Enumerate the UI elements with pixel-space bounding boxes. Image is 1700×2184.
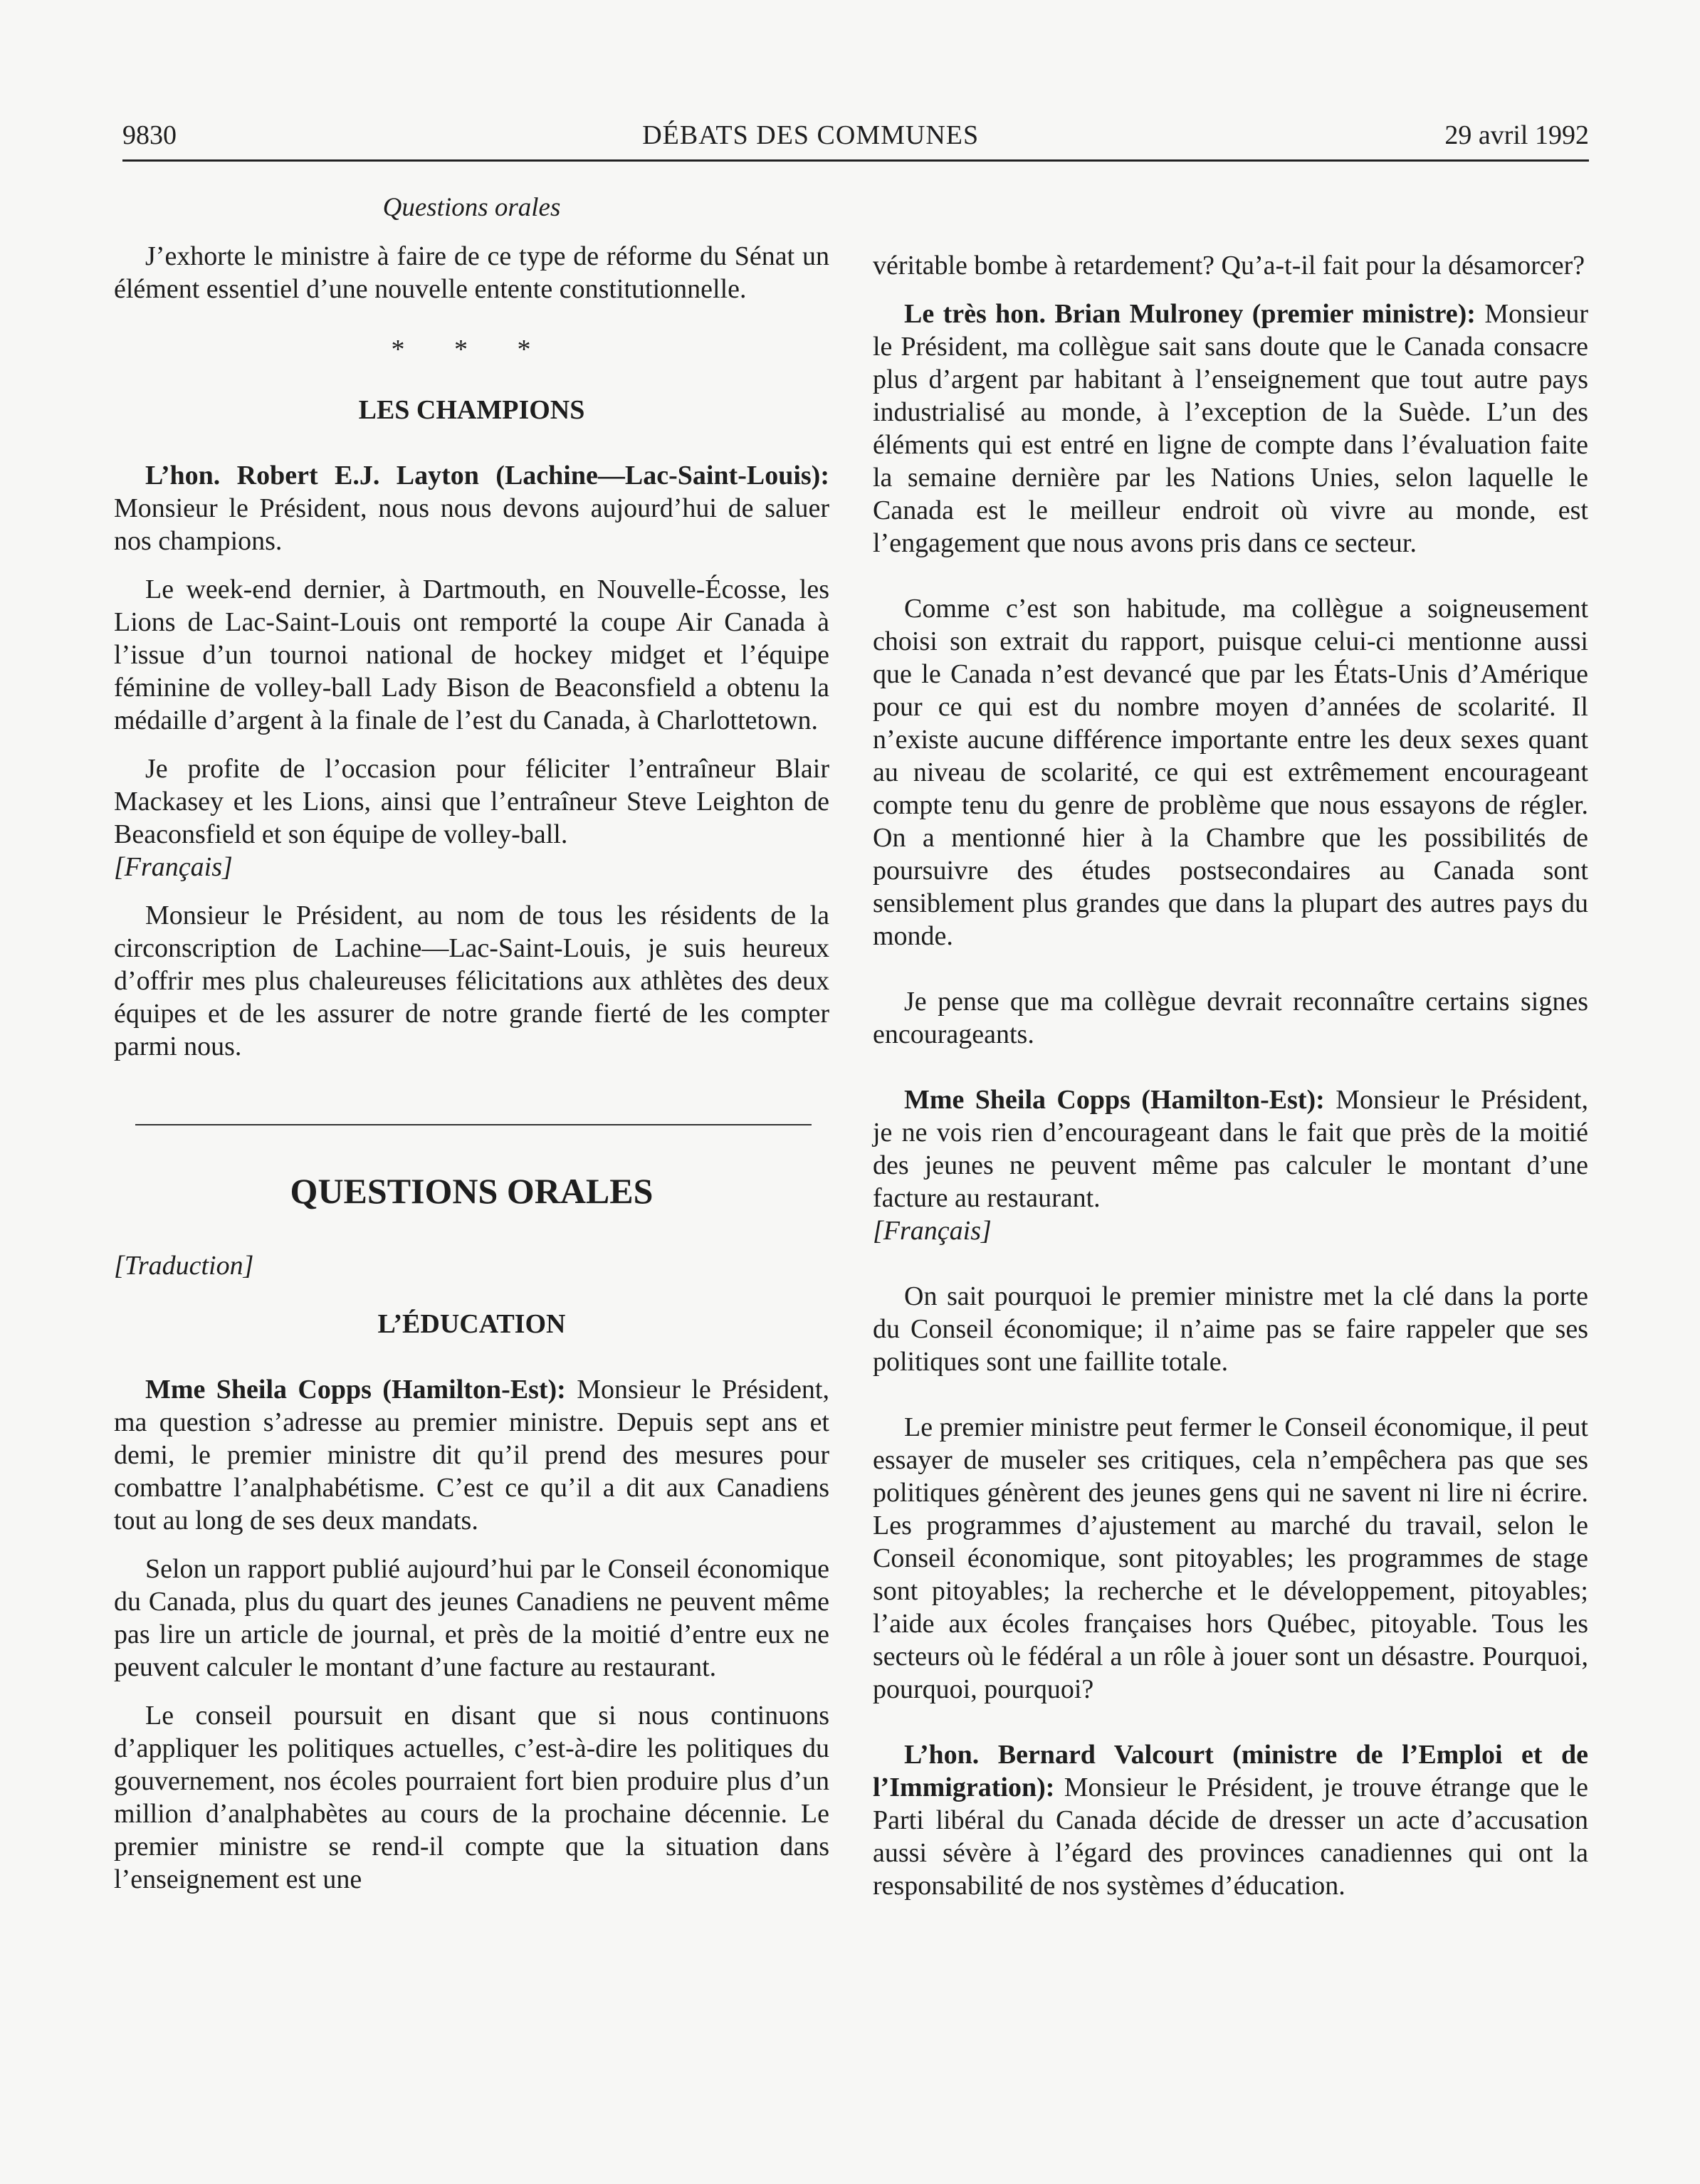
speech-paragraph xyxy=(114,1373,829,1537)
paragraph: véritable bombe à retardement? Qu’a-t-il fait pour la désamorcer? xyxy=(873,251,1585,280)
running-header xyxy=(122,120,1589,151)
section-rule xyxy=(135,1124,812,1125)
speaker-name: Mme Sheila Copps (Hamilton-Est): xyxy=(904,1085,1325,1115)
language-marker: [Français] xyxy=(114,852,233,882)
left-column xyxy=(114,192,829,1896)
speaker-name: Mme Sheila Copps (Hamilton-Est): xyxy=(145,1375,566,1405)
paragraph: J’exhorte le ministre à faire de ce type de réforme du Sénat un élément essentiel d’une nouvelle entente constitutionnelle. xyxy=(114,241,829,304)
speech-text: Monsieur le Président, je trouve étrange que le Parti libéral du Canada décide de dresser un acte d’accusation aussi sévère à l’égard des provinces canadiennes qui ont la responsabilité de nos systèmes d’éducation. xyxy=(873,1773,1588,1901)
right-column xyxy=(873,249,1588,1902)
section-separator: * * * xyxy=(391,335,552,364)
paragraph: On sait pourquoi le premier ministre met la clé dans la porte du Conseil économique; il n’aime pas se faire rappeler que ses politiques sont une faillite totale. xyxy=(873,1281,1588,1377)
speech-text: Monsieur le Président, ma collègue sait sans doute que le Canada consacre plus d’argent par habitant à l’enseignement que tout autre pays industrialisé au monde, à l’exception de la Suède. L’un des éléments qui est entré en ligne de compte dans l’évaluation faite la semaine dernière par les Nations Unies, selon laquelle le Canada est le meilleur endroit où vivre au monde, est l’engagement que nous avons pris dans ce secteur. xyxy=(873,299,1589,558)
paragraph: Selon un rapport publié aujourd’hui par le Conseil économique du Canada, plus du quart des jeunes Canadiens ne peuvent même pas lire un article de journal, et près de la moitié d’entre eux ne peuvent calculer le montant d’une facture au restaurant. xyxy=(114,1554,829,1682)
paragraph: Le week-end dernier, à Dartmouth, en Nouvelle-Écosse, les Lions de Lac-Saint-Louis ont remporté la coupe Air Canada à l’issue d’un tournoi national de hockey midget et l’équipe féminine de volley-ball Lady Bison de Beaconsfield a obtenu la médaille d’argent à la finale de l’est du Canada, à Charlottetown. xyxy=(114,574,829,735)
language-marker: [Français] xyxy=(873,1216,992,1246)
speech-text: Monsieur le Président, nous nous devons aujourd’hui de saluer nos champions. xyxy=(114,493,829,556)
speech-text: Monsieur le Président, ma question s’adresse au premier ministre. Depuis sept ans et demi, le premier ministre dit qu’il prend des mesures pour combattre l’analphabétisme. C’est ce qu’il a dit aux Canadiens tout au long de ses deux mandats. xyxy=(114,1375,829,1535)
publication-title: DÉBATS DES COMMUNES xyxy=(642,120,980,150)
speaker-name: L’hon. Bernard Valcourt (ministre de l’Emploi et de l’Immigration): xyxy=(873,1740,1588,1802)
paragraph: Je profite de l’occasion pour féliciter l’entraîneur Blair Mackasey et les Lions, ainsi que l’entraîneur Steve Leighton de Beaconsfield et son équipe de volley-ball. xyxy=(114,754,829,849)
paragraph: Je pense que ma collègue devrait reconnaître certains signes encourageants. xyxy=(873,987,1588,1049)
paragraph: Comme c’est son habitude, ma collègue a soigneusement choisi son extrait du rapport, puisque celui-ci mentionne aussi que le Canada n’est devancé que par les États-Unis d’Amérique pour ce qui est du nombre moyen d’années de scolarité. Il n’existe aucune différence importante entre les deux sexes quant au niveau de scolarité, ce qui est extrêmement encourageant compte tenu du genre de problème que nous essayons de régler. On a mentionné hier à la Chambre que les possibilités de poursuivre des études postsecondaires au Canada sont sensiblement plus grandes que dans la plupart des autres pays du monde. xyxy=(873,594,1588,951)
speech-text: Monsieur le Président, je ne vois rien d’encourageant dans le fait que près de la moitié des jeunes ne peuvent même pas calculer le montant d’une facture au restaurant. xyxy=(873,1085,1588,1213)
speech-paragraph xyxy=(873,1083,1588,1214)
paragraph: Le conseil poursuit en disant que si nous continuons d’appliquer les politiques actuelles, c’est-à-dire les politiques du gouvernement, nos écoles pourraient fort bien produire plus d’un million d’analphabètes au cours de la prochaine décennie. Le premier ministre se rend-il compte que la situation dans l’enseignement est une xyxy=(114,1701,829,1894)
running-section-title: Questions orales xyxy=(382,193,561,222)
speaker-name: Le très hon. Brian Mulroney (premier ministre): xyxy=(904,299,1476,329)
paragraph: Le premier ministre peut fermer le Conseil économique, il peut essayer de museler ses critiques, cela n’empêchera pas que ses politiques génèrent des jeunes gens qui ne savent ni lire ni écrire. Les programmes d’ajustement au marché du travail, selon le Conseil économique, sont pitoyables; les programmes de stage sont pitoyables; la recherche et le développement, pitoyables; l’aide aux écoles françaises hors Québec, pitoyable. Tous les secteurs où le fédéral a un rôle à jouer sont un désastre. Pourquoi, pourquoi, pourquoi? xyxy=(873,1412,1588,1704)
issue-date: 29 avril 1992 xyxy=(1444,120,1589,150)
speech-paragraph xyxy=(873,1738,1588,1902)
speaker-name: L’hon. Robert E.J. Layton (Lachine—Lac-Saint-Louis): xyxy=(145,461,829,490)
heading-questions-orales: QUESTIONS ORALES xyxy=(290,1171,654,1211)
speech-paragraph xyxy=(873,298,1588,560)
heading-education: L’ÉDUCATION xyxy=(377,1309,566,1339)
page-number: 9830 xyxy=(122,120,177,150)
paragraph: Monsieur le Président, au nom de tous les résidents de la circonscription de Lachine—Lac-Saint-Louis, je suis heureux d’offrir mes plus chaleureuses félicitations aux athlètes des deux équipes et de les assurer de notre grande fierté de les compter parmi nous. xyxy=(114,901,829,1061)
header-rule xyxy=(122,159,1589,162)
language-marker: [Traduction] xyxy=(114,1251,254,1281)
heading-champions: LES CHAMPIONS xyxy=(358,395,585,425)
speech-paragraph xyxy=(114,459,829,557)
